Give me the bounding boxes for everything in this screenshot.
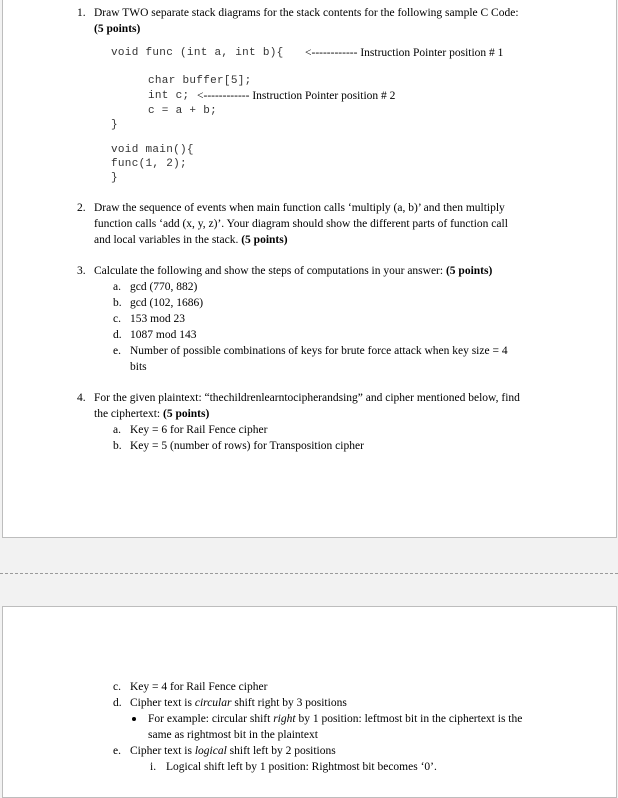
q3-item-label: e. bbox=[113, 345, 121, 357]
q4-item-text: Key = 5 (number of rows) for Transposition cipher bbox=[130, 440, 364, 452]
q1-line-1: Draw TWO separate stack diagrams for the stack contents for the following sample C Code: bbox=[94, 7, 519, 19]
q3-item-text: Number of possible combinations of keys for brute force attack when key size = 4 bbox=[130, 345, 508, 357]
code-line-buffer: char buffer[5]; bbox=[148, 75, 252, 87]
q3-item-label: c. bbox=[113, 313, 121, 325]
p2-bullet-text-continued: same as rightmost bit in the plaintext bbox=[148, 729, 318, 741]
q4-number: 4. bbox=[77, 392, 86, 404]
instruction-pointer-2-annotation: <------------ Instruction Pointer position # 2 bbox=[197, 90, 396, 102]
p2-bullet-text: For example: circular shift right by 1 position: leftmost bit in the ciphertext is the bbox=[148, 713, 523, 725]
code-line-call: func(1, 2); bbox=[111, 158, 187, 170]
instruction-pointer-1-annotation: <------------ Instruction Pointer position # 1 bbox=[305, 47, 504, 59]
q2-points: (5 points) bbox=[241, 234, 288, 246]
q3-item-label: b. bbox=[113, 297, 122, 309]
q4-item-text: Key = 6 for Rail Fence cipher bbox=[130, 424, 268, 436]
code-line-close-func: } bbox=[111, 119, 118, 131]
q2-number: 2. bbox=[77, 202, 86, 214]
q3-item-label: d. bbox=[113, 329, 122, 341]
code-line-func-signature: void func (int a, int b){ bbox=[111, 47, 284, 59]
code-line-main: void main(){ bbox=[111, 144, 194, 156]
p2-sub-i-label: i. bbox=[150, 761, 157, 773]
p2-item-e-text: Cipher text is logical shift left by 2 positions bbox=[130, 745, 336, 757]
bullet-icon bbox=[132, 717, 136, 721]
q4-line-2: the ciphertext: (5 points) bbox=[94, 408, 210, 420]
q2-line-1: Draw the sequence of events when main function calls ‘multiply (a, b)’ and then multiply bbox=[94, 202, 505, 214]
q4-item-label: a. bbox=[113, 424, 121, 436]
page-separator bbox=[0, 573, 618, 574]
q3-item-text: 153 mod 23 bbox=[130, 313, 185, 325]
p2-sub-i-text: Logical shift left by 1 position: Rightmost bit becomes ‘0’. bbox=[166, 761, 437, 773]
q3-item-text: 1087 mod 143 bbox=[130, 329, 197, 341]
q2-line-2: function calls ‘add (x, y, z)’. Your diagram should show the different parts of function call bbox=[94, 218, 508, 230]
q4-item-label: b. bbox=[113, 440, 122, 452]
p2-item-c-text: Key = 4 for Rail Fence cipher bbox=[130, 681, 268, 693]
code-line-int-c: int c; bbox=[148, 90, 190, 102]
q1-points: (5 points) bbox=[94, 23, 141, 35]
q4-points: (5 points) bbox=[162, 408, 210, 420]
p2-item-d-text: Cipher text is circular shift right by 3 positions bbox=[130, 697, 347, 709]
p2-item-d-label: d. bbox=[113, 697, 122, 709]
code-line-close-main: } bbox=[111, 172, 118, 184]
q3-item-label: a. bbox=[113, 281, 121, 293]
q3-line-1: Calculate the following and show the steps of computations in your answer: (5 points) bbox=[94, 265, 493, 277]
q3-item-text-continued: bits bbox=[130, 361, 147, 373]
q3-item-text: gcd (770, 882) bbox=[130, 281, 198, 293]
q3-item-text: gcd (102, 1686) bbox=[130, 297, 204, 309]
q4-line-1: For the given plaintext: “thechildrenlearntocipherandsing” and cipher mentioned below, find bbox=[94, 392, 520, 404]
q3-number: 3. bbox=[77, 265, 86, 277]
q1-number: 1. bbox=[77, 7, 86, 19]
p2-item-e-label: e. bbox=[113, 745, 121, 757]
code-line-assign: c = a + b; bbox=[148, 105, 218, 117]
q3-points: (5 points) bbox=[445, 265, 493, 277]
q2-line-3: and local variables in the stack. (5 points) bbox=[94, 234, 288, 246]
p2-item-c-label: c. bbox=[113, 681, 121, 693]
